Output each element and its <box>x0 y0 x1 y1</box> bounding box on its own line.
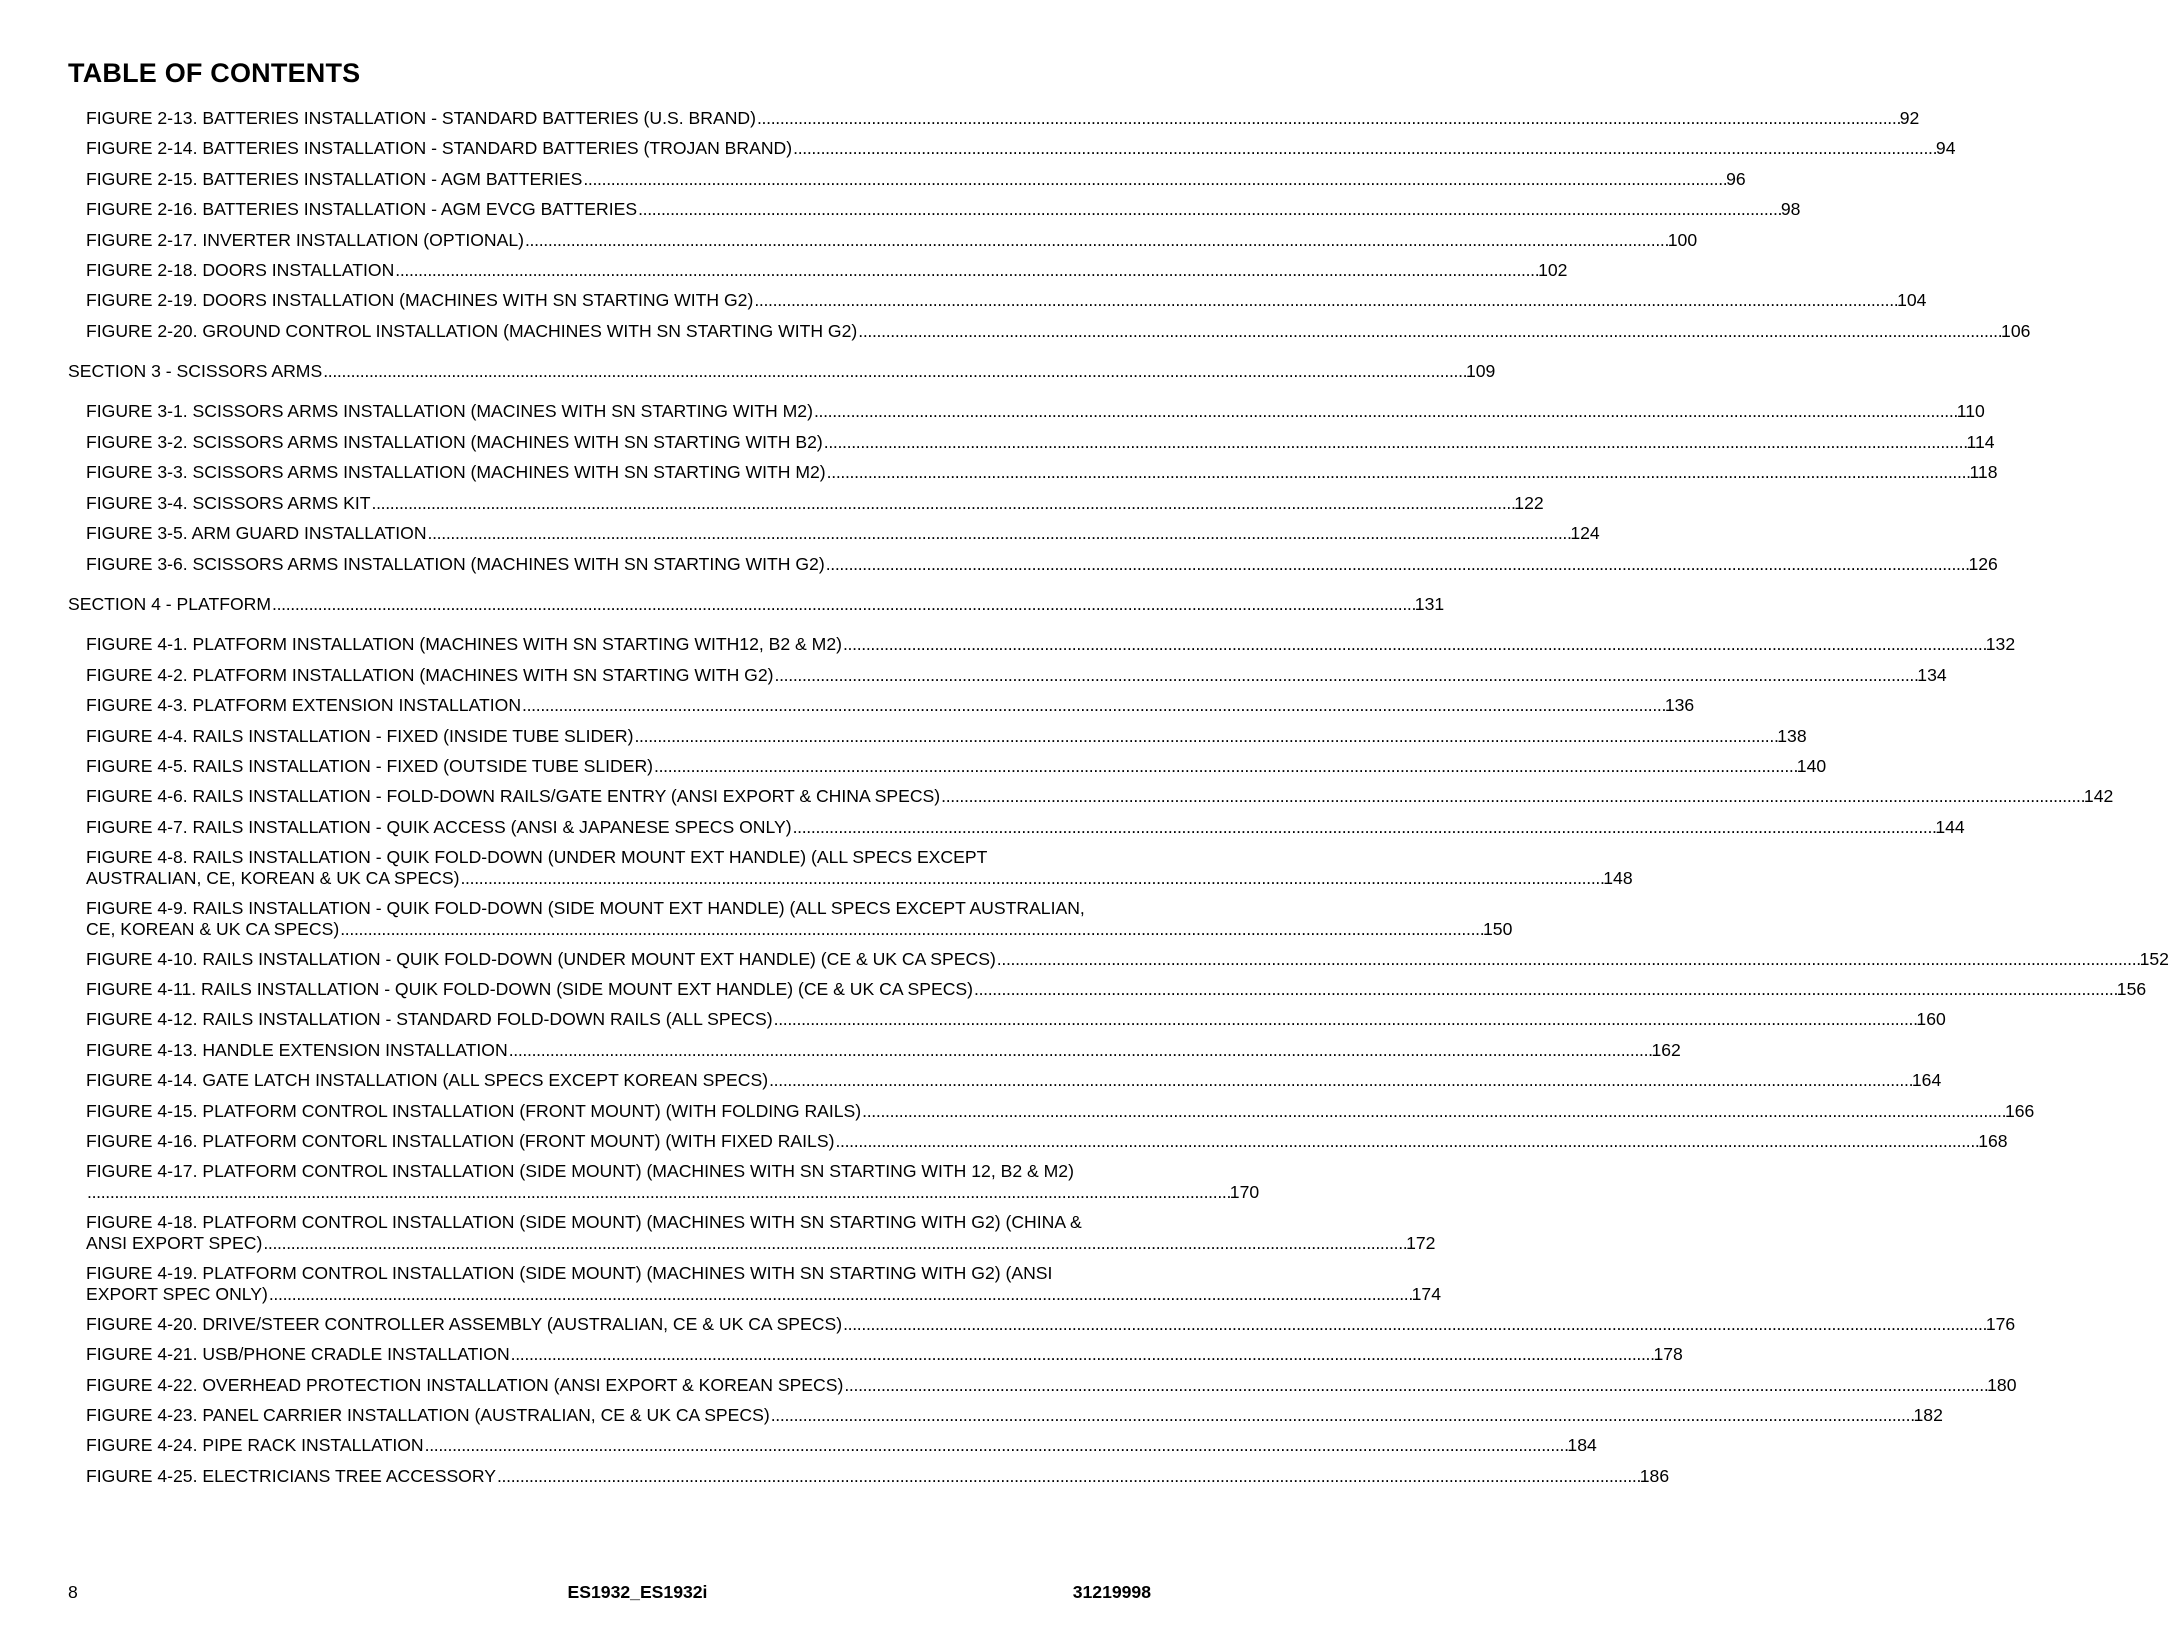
dot-leader <box>814 401 1956 422</box>
toc-entry[interactable] <box>86 1101 2035 1122</box>
dot-leader <box>844 1375 1986 1396</box>
toc-entry-page: 186 <box>1639 1466 1670 1486</box>
toc-entry[interactable] <box>86 169 1746 190</box>
toc-entry-page: 168 <box>1978 1131 2008 1151</box>
toc-section-entry[interactable] <box>68 361 1496 382</box>
dot-leader <box>827 462 1969 483</box>
toc-entry-page: 132 <box>1985 634 2016 654</box>
toc-entry[interactable] <box>86 695 1695 716</box>
dot-leader <box>340 919 1482 940</box>
toc-entry[interactable] <box>86 1375 2017 1396</box>
toc-entry[interactable] <box>86 634 2016 655</box>
toc-entry[interactable] <box>86 493 1544 514</box>
toc-entry[interactable] <box>86 1161 1260 1203</box>
toc-entry[interactable] <box>86 1040 1681 1061</box>
dot-leader <box>769 1070 1911 1091</box>
toc-entry-title: FIGURE 4-1. PLATFORM INSTALLATION (MACHINES WITH SN STARTING WITH12, B2 & M2) <box>86 634 842 654</box>
toc-entry[interactable] <box>86 949 2169 970</box>
toc-entry-page: 180 <box>1987 1375 2017 1395</box>
toc-entry[interactable] <box>86 1405 1943 1426</box>
toc-entry-page: 126 <box>1968 554 1998 574</box>
toc-entry-title: FIGURE 4-7. RAILS INSTALLATION - QUIK ACCESS (ANSI & JAPANESE SPECS ONLY) <box>86 817 792 837</box>
dot-leader <box>497 1466 1639 1487</box>
toc-entry-page: 110 <box>1956 401 1985 421</box>
toc-entry-page: 152 <box>2139 949 2169 969</box>
dot-leader <box>372 493 1514 514</box>
toc-entry-title-line2: CE, KOREAN & UK CA SPECS) <box>86 919 340 939</box>
toc-entry-page: 176 <box>1985 1314 2016 1334</box>
toc-entry-page: 122 <box>1514 493 1544 513</box>
toc-entry-title-line2: ANSI EXPORT SPEC) <box>86 1233 263 1253</box>
dot-leader <box>263 1233 1405 1254</box>
toc-entry[interactable] <box>86 138 1956 159</box>
footer-doc-number: 31219998 <box>1072 1582 1151 1602</box>
toc-entry[interactable] <box>86 1131 2008 1152</box>
toc-section-title: SECTION 4 - PLATFORM <box>68 594 271 614</box>
toc-entry-title: FIGURE 3-5. ARM GUARD INSTALLATION <box>86 523 427 543</box>
dot-leader <box>974 979 2116 1000</box>
toc-entry-page: 96 <box>1726 169 1746 189</box>
dot-leader <box>323 361 1465 382</box>
toc-entry[interactable] <box>86 523 1600 544</box>
dot-leader <box>428 523 1570 544</box>
toc-entry-page: 98 <box>1780 199 1801 219</box>
toc-entry[interactable] <box>86 786 2114 807</box>
dot-leader <box>774 1009 1916 1030</box>
dot-leader <box>525 230 1667 251</box>
toc-entry-page: 134 <box>1917 665 1947 685</box>
toc-entry-title: FIGURE 4-23. PANEL CARRIER INSTALLATION (AUSTRALIAN, CE & UK CA SPECS) <box>86 1405 770 1425</box>
toc-entry[interactable] <box>86 462 1998 483</box>
dot-leader <box>425 1435 1567 1456</box>
toc-entry-page: 140 <box>1796 756 1827 776</box>
dot-leader <box>757 108 1899 129</box>
toc-entry[interactable] <box>86 1314 2016 1335</box>
toc-entry-title: FIGURE 2-14. BATTERIES INSTALLATION - STANDARD BATTERIES (TROJAN BRAND) <box>86 138 793 158</box>
toc-entry-title: FIGURE 4-21. USB/PHONE CRADLE INSTALLATION <box>86 1344 510 1364</box>
dot-leader <box>638 199 1780 220</box>
toc-entry-title-line1: FIGURE 4-8. RAILS INSTALLATION - QUIK FOLD-DOWN (UNDER MOUNT EXT HANDLE) (ALL SPECS EXCEPT <box>86 847 988 867</box>
toc-entry-page: 106 <box>2001 321 2031 341</box>
toc-entry-title: FIGURE 2-17. INVERTER INSTALLATION (OPTIONAL) <box>86 230 524 250</box>
dot-leader <box>754 290 1896 311</box>
toc-entry[interactable] <box>86 665 1947 686</box>
toc-entry-page: 138 <box>1777 726 1807 746</box>
toc-entry[interactable] <box>86 401 1985 422</box>
toc-entry-title: FIGURE 4-16. PLATFORM CONTORL INSTALLATION (FRONT MOUNT) (WITH FIXED RAILS) <box>86 1131 835 1151</box>
toc-entry-page: 170 <box>1229 1182 1260 1202</box>
toc-entry-title-line1: FIGURE 4-17. PLATFORM CONTROL INSTALLATION (SIDE MOUNT) (MACHINES WITH SN STARTING WITH 12, B2 & M2) <box>86 1161 1074 1181</box>
toc-entry-page: 118 <box>1969 462 1998 482</box>
toc-entry[interactable] <box>86 554 1998 575</box>
dot-leader <box>654 756 1796 777</box>
dot-leader <box>583 169 1725 190</box>
dot-leader <box>997 949 2139 970</box>
toc-section-entry[interactable] <box>68 594 1445 615</box>
footer-model: ES1932_ES1932i <box>567 1582 708 1602</box>
toc-entry[interactable] <box>86 1212 1436 1254</box>
toc-entry-page: 184 <box>1567 1435 1597 1455</box>
dot-leader <box>509 1040 1651 1061</box>
toc-entry-title: FIGURE 3-1. SCISSORS ARMS INSTALLATION (MACINES WITH SN STARTING WITH M2) <box>86 401 813 421</box>
toc-entry[interactable] <box>86 1344 1683 1365</box>
dot-leader <box>862 1101 2004 1122</box>
toc-entry-page: 142 <box>2083 786 2114 806</box>
toc-entry[interactable] <box>86 979 2147 1000</box>
dot-leader <box>824 432 1966 453</box>
toc-entry[interactable] <box>86 898 1513 940</box>
toc-entry-title: FIGURE 4-25. ELECTRICIANS TREE ACCESSORY <box>86 1466 496 1486</box>
dot-leader <box>826 554 1968 575</box>
footer-page-number: 8 <box>68 1582 78 1602</box>
dot-leader <box>511 1344 1653 1365</box>
dot-leader <box>793 138 1935 159</box>
dot-leader <box>775 665 1917 686</box>
toc-entry[interactable] <box>86 817 1965 838</box>
toc-entry-title-line2: AUSTRALIAN, CE, KOREAN & UK CA SPECS) <box>86 868 460 888</box>
toc-entry-page: 162 <box>1651 1040 1681 1060</box>
toc-entry-title: FIGURE 4-15. PLATFORM CONTROL INSTALLATION (FRONT MOUNT) (WITH FOLDING RAILS) <box>86 1101 862 1121</box>
toc-entry-title: FIGURE 2-19. DOORS INSTALLATION (MACHINES WITH SN STARTING WITH G2) <box>86 290 754 310</box>
dot-leader <box>771 1405 1913 1426</box>
toc-entry[interactable] <box>86 1466 1670 1487</box>
toc-entry[interactable] <box>86 847 1633 889</box>
toc-entry-page: 166 <box>2004 1101 2035 1121</box>
dot-leader <box>858 321 2000 342</box>
dot-leader <box>272 594 1414 615</box>
toc-entry-title: FIGURE 2-20. GROUND CONTROL INSTALLATION (MACHINES WITH SN STARTING WITH G2) <box>86 321 858 341</box>
toc-entry[interactable] <box>86 260 1568 281</box>
toc-entry[interactable] <box>86 321 2031 342</box>
toc-entry-title: FIGURE 4-22. OVERHEAD PROTECTION INSTALLATION (ANSI EXPORT & KOREAN SPECS) <box>86 1375 844 1395</box>
toc-entry-page: 124 <box>1570 523 1600 543</box>
toc-entry-title: FIGURE 2-16. BATTERIES INSTALLATION - AGM EVCG BATTERIES <box>86 199 638 219</box>
dot-leader <box>634 726 1776 747</box>
toc-entry-page: 164 <box>1911 1070 1942 1090</box>
toc-entry-title: FIGURE 3-6. SCISSORS ARMS INSTALLATION (MACHINES WITH SN STARTING WITH G2) <box>86 554 825 574</box>
toc-entry-page: 156 <box>2116 979 2147 999</box>
toc-entry-title-line1: FIGURE 4-9. RAILS INSTALLATION - QUIK FOLD-DOWN (SIDE MOUNT EXT HANDLE) (ALL SPECS EXCEPT AUSTRALIAN, <box>86 898 1085 918</box>
toc-entry[interactable] <box>86 108 1920 129</box>
toc-entry-title: FIGURE 2-18. DOORS INSTALLATION <box>86 260 395 280</box>
dot-leader <box>87 1182 1229 1203</box>
toc-entry-page: 100 <box>1667 230 1698 250</box>
toc-entry-title: FIGURE 2-15. BATTERIES INSTALLATION - AGM BATTERIES <box>86 169 583 189</box>
dot-leader <box>460 868 1602 889</box>
dot-leader <box>522 695 1664 716</box>
toc-entry-page: 144 <box>1935 817 1965 837</box>
toc-entry[interactable] <box>86 1009 1946 1030</box>
toc-entry-title: FIGURE 4-24. PIPE RACK INSTALLATION <box>86 1435 424 1455</box>
dot-leader <box>835 1131 1977 1152</box>
toc-entry[interactable] <box>86 756 1827 777</box>
toc-entry-page: 178 <box>1653 1344 1683 1364</box>
toc-entry-title-line1: FIGURE 4-18. PLATFORM CONTROL INSTALLATION (SIDE MOUNT) (MACHINES WITH SN STARTING WITH G2) (CHINA & <box>86 1212 1082 1232</box>
toc-entry-title: FIGURE 4-4. RAILS INSTALLATION - FIXED (INSIDE TUBE SLIDER) <box>86 726 634 746</box>
toc-entry[interactable] <box>86 290 1927 311</box>
toc-entry[interactable] <box>86 1070 1942 1091</box>
dot-leader <box>843 1314 1985 1335</box>
toc-entry-page: 102 <box>1538 260 1568 280</box>
toc-entry-page: 92 <box>1899 108 1920 128</box>
toc-entry-title: FIGURE 4-11. RAILS INSTALLATION - QUIK FOLD-DOWN (SIDE MOUNT EXT HANDLE) (CE & UK CA SPECS) <box>86 979 973 999</box>
toc-entry-title: FIGURE 3-4. SCISSORS ARMS KIT <box>86 493 371 513</box>
toc-entry-page: 160 <box>1916 1009 1946 1029</box>
toc-entry[interactable] <box>86 199 1801 220</box>
toc-section-title: SECTION 3 - SCISSORS ARMS <box>68 361 323 381</box>
dot-leader <box>793 817 1935 838</box>
toc-entry-title: FIGURE 4-5. RAILS INSTALLATION - FIXED (OUTSIDE TUBE SLIDER) <box>86 756 654 776</box>
toc-entry-title: FIGURE 4-12. RAILS INSTALLATION - STANDARD FOLD-DOWN RAILS (ALL SPECS) <box>86 1009 773 1029</box>
toc-entry-title-line2: EXPORT SPEC ONLY) <box>86 1284 268 1304</box>
toc-entry-page: 148 <box>1603 868 1633 888</box>
dot-leader <box>269 1284 1411 1305</box>
dot-leader <box>395 260 1537 281</box>
toc-entry-title: FIGURE 4-14. GATE LATCH INSTALLATION (ALL SPECS EXCEPT KOREAN SPECS) <box>86 1070 769 1090</box>
toc-entry-title: FIGURE 4-2. PLATFORM INSTALLATION (MACHINES WITH SN STARTING WITH G2) <box>86 665 774 685</box>
toc-entry-page: 109 <box>1465 361 1496 381</box>
toc-entry-title: FIGURE 4-6. RAILS INSTALLATION - FOLD-DOWN RAILS/GATE ENTRY (ANSI EXPORT & CHINA SPECS) <box>86 786 941 806</box>
toc-entry-page: 136 <box>1664 695 1695 715</box>
toc-entry-page: 150 <box>1483 919 1513 939</box>
dot-leader <box>941 786 2083 807</box>
toc-entry-page: 172 <box>1406 1233 1436 1253</box>
toc-entry[interactable] <box>86 726 1807 747</box>
toc-entry-title: FIGURE 4-3. PLATFORM EXTENSION INSTALLATION <box>86 695 522 715</box>
toc-entry-title: FIGURE 4-20. DRIVE/STEER CONTROLLER ASSEMBLY (AUSTRALIAN, CE & UK CA SPECS) <box>86 1314 843 1334</box>
toc-entry[interactable] <box>86 432 1995 453</box>
toc-entry-title: FIGURE 2-13. BATTERIES INSTALLATION - STANDARD BATTERIES (U.S. BRAND) <box>86 108 756 128</box>
toc-entry-title: FIGURE 3-3. SCISSORS ARMS INSTALLATION (MACHINES WITH SN STARTING WITH M2) <box>86 462 826 482</box>
dot-leader <box>843 634 1985 655</box>
toc-entry-title: FIGURE 4-13. HANDLE EXTENSION INSTALLATION <box>86 1040 508 1060</box>
page-title: TABLE OF CONTENTS <box>68 58 361 88</box>
toc-entry-page: 94 <box>1935 138 1956 158</box>
toc-entry-page: 104 <box>1897 290 1927 310</box>
toc-entry-title-line1: FIGURE 4-19. PLATFORM CONTROL INSTALLATION (SIDE MOUNT) (MACHINES WITH SN STARTING WITH G2) (ANSI <box>86 1263 1053 1283</box>
toc-entry-page: 174 <box>1411 1284 1441 1304</box>
toc-entry[interactable] <box>86 230 1698 251</box>
toc-entry-page: 182 <box>1913 1405 1943 1425</box>
toc-entry[interactable] <box>86 1263 1441 1305</box>
toc-entry-title: FIGURE 4-10. RAILS INSTALLATION - QUIK FOLD-DOWN (UNDER MOUNT EXT HANDLE) (CE & UK CA SPECS) <box>86 949 996 969</box>
toc-entry-page: 114 <box>1966 432 1995 452</box>
toc-entry-page: 131 <box>1414 594 1445 614</box>
toc-entry-title: FIGURE 3-2. SCISSORS ARMS INSTALLATION (MACHINES WITH SN STARTING WITH B2) <box>86 432 823 452</box>
toc-entry[interactable] <box>86 1435 1597 1456</box>
